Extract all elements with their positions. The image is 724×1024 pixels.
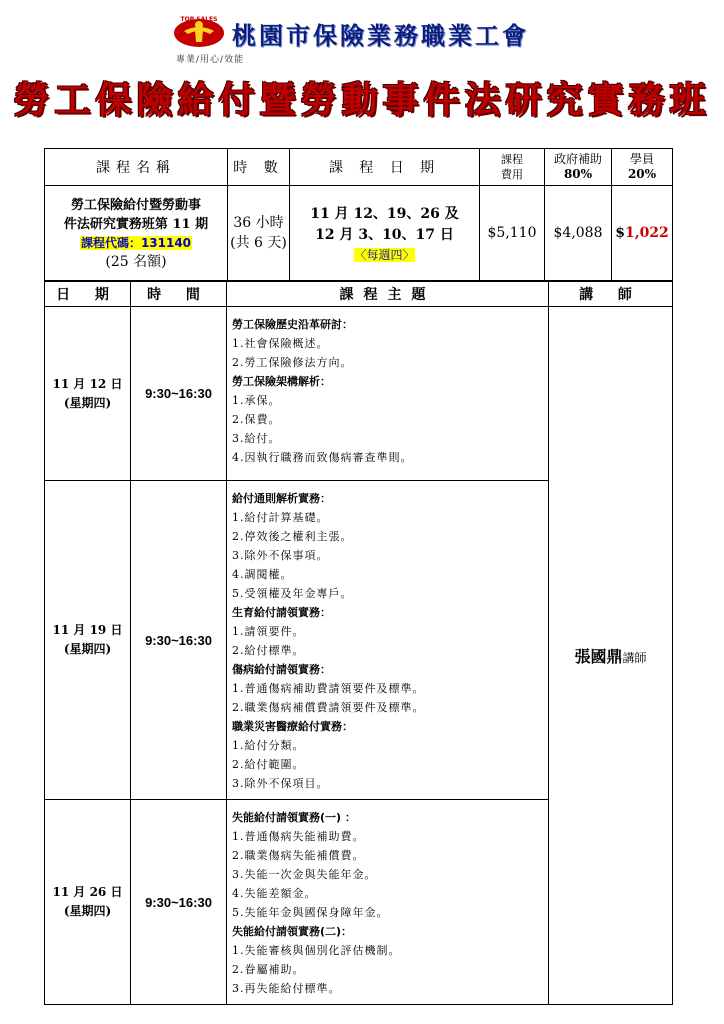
topic-item: 2.停效後之權利主張。 — [232, 530, 353, 543]
course-name-line1: 勞工保險給付暨勞動事 — [70, 197, 201, 213]
subsidy-header — [545, 149, 612, 186]
hours-value: 36 小時 — [233, 215, 284, 231]
session-weekday: (星期四) — [63, 395, 112, 410]
topic-item: 1.失能審核與個別化評估機制。 — [232, 944, 401, 957]
sessions-value: (共 6 天) — [230, 235, 287, 251]
student-fee-cell — [612, 186, 673, 281]
topic-item: 1.給付分類。 — [232, 739, 305, 752]
dates-line2: 12 月 3、10、17 日 — [315, 226, 454, 243]
topic-item: 3.除外不保事項。 — [232, 549, 329, 562]
session-weekday: (星期四) — [63, 904, 112, 918]
schedule-body — [45, 307, 673, 1005]
session-time: 9:30~16:30 — [131, 481, 227, 800]
session-topics — [227, 481, 549, 800]
topic-item: 1.給付計算基礎。 — [232, 511, 329, 524]
union-name: 桃園市保險業務職業工會 — [232, 22, 529, 50]
instructor-header: 講 師 — [549, 282, 673, 307]
student-fee-amount: 1,022 — [624, 225, 669, 241]
topic-item: 4.失能差額金。 — [232, 887, 317, 900]
topic-item: 5.受領權及年金專戶。 — [232, 587, 353, 600]
course-code: 課程代碼：131140 — [80, 235, 192, 250]
session-date-cell — [45, 307, 131, 481]
slogan: 專業/用心/效能 — [176, 55, 245, 65]
topic-section-heading: 職業災害醫療給付實務： — [232, 720, 353, 733]
summary-data-row — [45, 186, 673, 281]
topic-item: 2.給付範圍。 — [232, 758, 305, 771]
session-weekday: (星期四) — [63, 642, 112, 656]
topic-section-heading: 給付通則解析實務： — [232, 492, 331, 505]
student-fee-prefix: $ — [615, 225, 625, 241]
session-topics — [227, 307, 549, 481]
session-date: 11 月 26 日 — [52, 885, 123, 899]
subsidy-header-pct: 80% — [563, 167, 593, 181]
schedule-table — [44, 281, 673, 1005]
session-date: 11 月 12 日 — [52, 376, 123, 391]
topic-item: 1.承保。 — [232, 394, 281, 407]
topic-item: 3.給付。 — [232, 432, 281, 445]
union-logo — [172, 14, 226, 48]
session-date-cell — [45, 800, 131, 1005]
hours-cell — [228, 186, 290, 281]
topic-section-heading: 勞工保險歷史沿革研討： — [232, 318, 353, 331]
topic-item: 3.再失能給付標準。 — [232, 982, 341, 995]
course-seats: (25 名額) — [105, 253, 167, 270]
topic-item: 2.保費。 — [232, 413, 281, 426]
date-header: 日 期 — [45, 282, 131, 307]
instructor-name: 張國鼎 — [574, 647, 623, 666]
topic-section-heading: 失能給付請領實務(一) ： — [232, 811, 356, 824]
fee-header-label: 課程費用 — [501, 153, 523, 181]
instructor-title: 講師 — [622, 651, 647, 665]
topic-item: 1.普通傷病補助費請領要件及標準。 — [232, 682, 425, 695]
student-header-pct: 20% — [627, 167, 657, 181]
topic-item: 2.勞工保險修法方向。 — [232, 356, 353, 369]
course-name-line2: 件法研究實務班第 11 期 — [63, 216, 209, 232]
course-summary-table — [44, 148, 673, 281]
student-header-label: 學員 — [629, 152, 654, 166]
session-time: 9:30~16:30 — [131, 800, 227, 1005]
topic-header: 課程主題 — [227, 282, 549, 307]
fee-value: $5,110 — [480, 186, 545, 281]
student-header — [612, 149, 673, 186]
subsidy-value: $4,088 — [545, 186, 612, 281]
session-date-cell — [45, 481, 131, 800]
schedule-row — [45, 307, 673, 481]
summary-header-row — [45, 149, 673, 186]
topic-item: 3.除外不保項目。 — [232, 777, 329, 790]
session-time: 9:30~16:30 — [131, 307, 227, 481]
page-title: 勞工保險給付暨勞動事件法研究實務班 — [13, 80, 711, 121]
topic-item: 2.給付標準。 — [232, 644, 305, 657]
course-name-cell — [45, 186, 228, 281]
header — [0, 6, 724, 68]
subsidy-header-label: 政府補助 — [553, 152, 602, 166]
fee-header — [480, 149, 545, 186]
time-header: 時 間 — [131, 282, 227, 307]
dates-cell — [290, 186, 480, 281]
topic-item: 3.失能一次金與失能年金。 — [232, 868, 377, 881]
hours-header: 時 數 — [228, 149, 290, 186]
topic-item: 2.職業傷病補償費請領要件及標準。 — [232, 701, 425, 714]
dates-line1: 11 月 12、19、26 及 — [310, 205, 459, 222]
logo-text: TOP SALES — [180, 16, 218, 23]
topic-section-heading: 傷病給付請領實務： — [232, 663, 331, 676]
topic-section-heading: 勞工保險架構解析： — [232, 375, 331, 388]
topic-item: 5.失能年金與國保身障年金。 — [232, 906, 389, 919]
schedule-header-row — [45, 282, 673, 307]
topic-item: 1.社會保險概述。 — [232, 337, 329, 350]
topic-item: 2.眷屬補助。 — [232, 963, 305, 976]
topic-item: 4.因執行職務而致傷病審查準則。 — [232, 451, 413, 464]
session-date: 11 月 19 日 — [52, 623, 123, 637]
instructor-cell — [549, 307, 673, 1005]
course-name-header: 課程名稱 — [45, 149, 228, 186]
topic-item: 2.職業傷病失能補償費。 — [232, 849, 365, 862]
topic-item: 1.普通傷病失能補助費。 — [232, 830, 365, 843]
weekday-note: 〈每週四〉 — [354, 247, 415, 262]
topic-section-heading: 生育給付請領實務： — [232, 606, 331, 619]
topic-item: 1.請領要件。 — [232, 625, 305, 638]
dates-header: 課 程 日 期 — [290, 149, 480, 186]
topic-section-heading: 失能給付請領實務(二)： — [232, 925, 353, 938]
session-topics — [227, 800, 549, 1005]
topic-item: 4.調閱權。 — [232, 568, 293, 581]
